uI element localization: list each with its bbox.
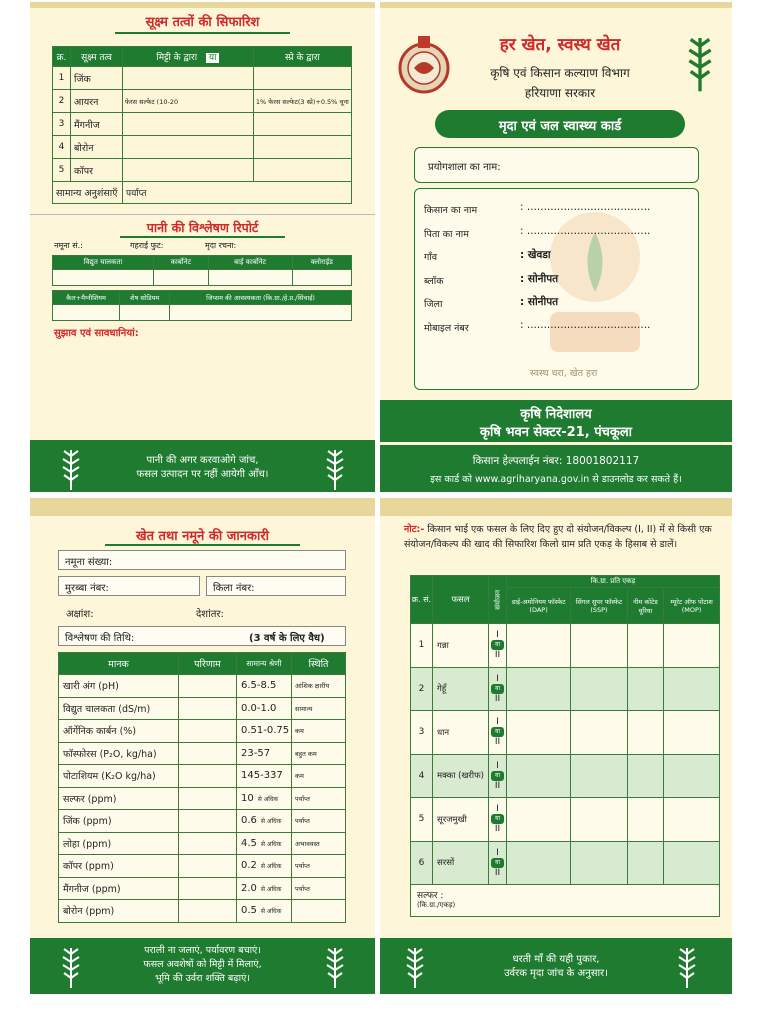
param-name: सल्फर (ppm) [59, 787, 179, 810]
water-cell [120, 305, 170, 321]
water-table-1 [52, 255, 352, 286]
water-col: बाई कार्बोनेट [208, 256, 292, 270]
water-cell [208, 270, 292, 286]
wheat-logo-icon [680, 32, 720, 92]
range-suffix: से अधिक [260, 840, 282, 848]
row-spray [253, 159, 351, 182]
table-row [59, 877, 346, 900]
soil-col: परिणाम [179, 653, 237, 675]
panel-card-cover [380, 2, 732, 492]
row-element: कॉपर [71, 159, 123, 182]
field-value: : ..................................... [520, 318, 651, 331]
param-result [179, 720, 237, 743]
range-value: 6.5-8.5 [241, 680, 277, 692]
dose-cell [571, 841, 627, 885]
crop-number: 3 [411, 711, 433, 755]
row-element: आयरन [71, 90, 123, 113]
row-soil: फेरस सल्फेट (10-20 [123, 90, 254, 113]
watermark-text: स्वस्थ धरा, खेत हरा [530, 368, 598, 379]
directorate-address: कृषि भवन सेक्टर-21, पंचकूला [480, 425, 632, 440]
crop-number: 2 [411, 667, 433, 711]
param-status: पर्याप्त [292, 855, 346, 878]
col-soil [123, 47, 254, 67]
param-status: पर्याप्त [292, 787, 346, 810]
param-result [179, 742, 237, 765]
field-label: मोबाइल नंबर [424, 322, 469, 334]
footer-line-2: फसल अवशेषों को मिट्टी में मिलाएं, [143, 959, 262, 970]
sample-field: नमूना संख्या: [58, 550, 346, 570]
param-status: सामान्य [292, 697, 346, 720]
fertilizer-table [410, 575, 720, 917]
combination-cell [489, 798, 507, 842]
col-sr: क्र. [53, 47, 71, 67]
field-value: : ..................................... [520, 224, 651, 237]
range-suffix: से अधिक [260, 818, 282, 826]
param-name: विद्युत चालकता (dS/m) [59, 697, 179, 720]
dose-cell [507, 841, 571, 885]
crop-number: 4 [411, 754, 433, 798]
dose-cell [664, 841, 720, 885]
range-value: 23-57 [241, 747, 271, 759]
date-label: विश्लेषण की तिथि: [65, 633, 135, 644]
panel1-footer-text [90, 454, 315, 482]
haryana-emblem [394, 30, 454, 102]
micronutrient-table [52, 46, 352, 204]
panel-micronutrients [30, 2, 375, 492]
sulphur-label: सल्फर : [417, 891, 444, 901]
range-suffix: से अधिक [260, 885, 282, 893]
footer-line-1: धरती माँ की यही पुकार, [512, 954, 600, 965]
option-1: I [496, 804, 499, 815]
validity: (3 वर्ष के लिए वैध) [249, 633, 325, 644]
table-row [59, 787, 346, 810]
water-col: जिप्सम की आवश्यकता (कि.ग्रा./हे.प्र./सिंचाई) [170, 291, 352, 305]
fertilizer-col: डाई-अमोनियम फॉस्फेट (DAP) [507, 588, 571, 624]
dose-cell [627, 667, 663, 711]
row-soil [123, 159, 254, 182]
param-range [237, 675, 292, 698]
dose-cell [664, 667, 720, 711]
dose-cell [627, 798, 663, 842]
combination-cell [489, 754, 507, 798]
dose-cell [507, 624, 571, 668]
soil-col: स्थिति [292, 653, 346, 675]
advice-label: सुझाव एवं सावधानियां: [54, 328, 139, 339]
wheat-icon [320, 446, 350, 490]
col-combination-label: संयोजन [494, 589, 502, 610]
download-info: इस कार्ड को www.agriharyana.gov.in से डाउनलोड कर सकते हैं। [430, 474, 682, 485]
param-name: ऑर्गेनिक कार्बन (%) [59, 720, 179, 743]
param-result [179, 877, 237, 900]
param-status: बहुत कम [292, 742, 346, 765]
param-range [237, 765, 292, 788]
param-result [179, 832, 237, 855]
col-soil-label: मिट्टी के द्वारा [156, 53, 198, 63]
crop-row [411, 754, 720, 798]
panel-fertilizer [380, 498, 732, 994]
dose-cell [664, 624, 720, 668]
water-cell [170, 305, 352, 321]
water-cell [153, 270, 208, 286]
crop-name: सूरजमुखी [433, 798, 489, 842]
dose-cell [571, 754, 627, 798]
row-soil [123, 67, 254, 90]
crop-row [411, 711, 720, 755]
note-label: नोट:- [404, 524, 425, 535]
field-value: : सोनीपत [520, 272, 559, 285]
panel3-top-strip [30, 498, 375, 516]
combination-cell [489, 711, 507, 755]
crop-number: 1 [411, 624, 433, 668]
col-spray: स्प्रे के द्वारा [253, 47, 351, 67]
param-status: आंशिक क्षारीय [292, 675, 346, 698]
panel4-top-strip [380, 498, 732, 516]
table-row [53, 159, 352, 182]
param-status: अभाववस्त [292, 832, 346, 855]
combination-cell [489, 624, 507, 668]
wheat-icon [56, 944, 86, 988]
param-range [237, 720, 292, 743]
footer-line-2: फसल उत्पादन पर नहीं आयेगी आँच। [136, 469, 269, 480]
dose-cell [627, 711, 663, 755]
crop-row [411, 667, 720, 711]
row-element: जिंक [71, 67, 123, 90]
row-soil [123, 136, 254, 159]
row-soil [123, 113, 254, 136]
combination-cell [489, 841, 507, 885]
wheat-icon [672, 944, 702, 988]
col-unit: कि.ग्रा. प्रति एकड़ [507, 576, 720, 588]
row-number: 4 [53, 136, 71, 159]
option-1: I [496, 630, 499, 641]
range-suffix: से अधिक [260, 863, 282, 871]
title-underline [115, 32, 290, 34]
soil-col: मानक [59, 653, 179, 675]
water-report-title: पानी की विश्लेषण रिपोर्ट [146, 220, 259, 235]
water-col: शेष सोडियम [120, 291, 170, 305]
range-value: 0.5 [241, 905, 257, 917]
dose-cell [507, 754, 571, 798]
option-2: II [494, 693, 501, 704]
micronutrient-title: सूक्ष्म तत्वों की सिफारिश [145, 15, 260, 30]
combination-cell [489, 667, 507, 711]
table-row [53, 113, 352, 136]
field-label: गाँव [424, 252, 438, 263]
param-name: कॉपर (ppm) [59, 855, 179, 878]
killa-field: किला नंबर: [206, 576, 346, 596]
param-range [237, 877, 292, 900]
soil-col: सामान्य श्रेणी [237, 653, 292, 675]
panel-field-info [30, 498, 375, 994]
or-badge: या [491, 727, 504, 737]
param-range [237, 697, 292, 720]
or-badge: या [491, 814, 504, 824]
or-badge: या [491, 858, 504, 868]
row-number: 5 [53, 159, 71, 182]
param-range [237, 855, 292, 878]
row-number: 2 [53, 90, 71, 113]
divider [30, 214, 375, 215]
table-row [59, 832, 346, 855]
water-col: विद्युत चालकता [53, 256, 154, 270]
row-spray [253, 67, 351, 90]
footer-line-3: भूमि की उर्वरा शक्ति बढ़ाएं। [154, 973, 250, 984]
range-value: 0.6 [241, 815, 257, 827]
field-value: : खेवडा [520, 249, 551, 261]
dose-cell [627, 624, 663, 668]
dose-cell [664, 711, 720, 755]
helpline: किसान हेल्पलाईन नंबर: 18001802117 [472, 455, 640, 467]
param-name: पोटाशियम (K₂O kg/ha) [59, 765, 179, 788]
field-value: : ..................................... [520, 201, 651, 213]
dose-cell [627, 841, 663, 885]
param-range [237, 810, 292, 833]
param-result [179, 900, 237, 923]
water-col: कैल+मैग्नीशियम [53, 291, 120, 305]
crop-name: गेहूँ [433, 667, 489, 711]
sulphur-unit: (कि.ग्रा./एकड़) [417, 901, 456, 909]
soil-test-table [58, 652, 346, 923]
general-label: सामान्य अनुशंसाएँ [53, 182, 123, 204]
range-value: 0.51-0.75 [241, 725, 290, 737]
table-row [53, 90, 352, 113]
param-status: पर्याप्त [292, 810, 346, 833]
crop-name: धान [433, 711, 489, 755]
range-value: 2.0 [241, 882, 257, 894]
row-spray: 1% फेरस सल्फेट(3 स्प्रे)+0.5% चूना [253, 90, 351, 113]
param-name: जिंक (ppm) [59, 810, 179, 833]
param-status: कम [292, 720, 346, 743]
note-text: किसान भाई एक फसल के लिए दिए हुए दो संयोजन/विकल्प (I, II) में से किसी एक संयोजन/विकल्प की खाद की सिफारिश किलो ग्राम प्रति एकड़ के हिसाब से डालें। [404, 524, 712, 550]
col-element: सूक्ष्म तत्व [71, 47, 123, 67]
sulphur-row [411, 885, 720, 917]
param-result [179, 697, 237, 720]
dose-cell [571, 798, 627, 842]
water-cell [292, 270, 351, 286]
option-2: II [494, 780, 501, 791]
crop-name: सरसों [433, 841, 489, 885]
directorate: कृषि निदेशालय [520, 407, 592, 422]
date-field [58, 626, 346, 646]
option-1: I [496, 847, 499, 858]
general-value: पर्याप्त [123, 182, 352, 204]
field-info-title: खेत तथा नमूने की जानकारी [135, 529, 270, 544]
param-name: लोहा (ppm) [59, 832, 179, 855]
water-cell [53, 270, 154, 286]
field-value: : सोनीपत [520, 296, 559, 308]
water-cell [53, 305, 120, 321]
option-2: II [494, 650, 501, 661]
or-badge: या [491, 684, 504, 694]
murabba-field: मुरब्बा नंबर: [58, 576, 200, 596]
dose-cell [627, 754, 663, 798]
water-col: कार्बोनेट [153, 256, 208, 270]
fertilizer-col: म्यूरेट ऑफ पोटाश (MOP) [664, 588, 720, 624]
crop-name: मक्का (खरीफ) [433, 754, 489, 798]
table-row [59, 697, 346, 720]
col-combination [489, 576, 507, 624]
crop-row [411, 798, 720, 842]
table-row [59, 720, 346, 743]
crop-row [411, 624, 720, 668]
dose-cell [507, 798, 571, 842]
footer-line-2: उर्वरक मृदा जांच के अनुसार। [504, 968, 608, 979]
option-1: I [496, 673, 499, 684]
water-table-2 [52, 290, 352, 321]
or-badge: या [206, 53, 220, 63]
sample-no: नमूना सं.: [54, 241, 83, 250]
param-range [237, 832, 292, 855]
option-1: I [496, 717, 499, 728]
param-name: खारी अंग (pH) [59, 675, 179, 698]
param-range [237, 900, 292, 923]
param-name: फॉस्फोरस (P₂O, kg/ha) [59, 742, 179, 765]
water-title-underline [120, 236, 285, 238]
dose-cell [571, 624, 627, 668]
card-title: मृदा एवं जल स्वास्थ्य कार्ड [498, 119, 622, 134]
field-label: ब्लॉक [424, 275, 444, 287]
dose-cell [507, 667, 571, 711]
slogan: हर खेत, स्वस्थ खेत [499, 35, 621, 55]
field-label: किसान का नाम [424, 205, 478, 216]
field-title-underline [105, 544, 300, 546]
wheat-icon [320, 944, 350, 988]
lab-label: प्रयोगशाला का नाम: [428, 162, 501, 173]
row-element: मैंगनीज [71, 113, 123, 136]
range-value: 4.5 [241, 837, 257, 849]
field-label: जिला [424, 299, 443, 310]
col-sr: क्र. सं. [411, 576, 433, 624]
option-1: I [496, 760, 499, 771]
param-name: मैंगनीज (ppm) [59, 877, 179, 900]
range-value: 10 [241, 792, 254, 804]
panel1-top-strip [30, 2, 375, 8]
water-col: क्लोराईड [292, 256, 351, 270]
range-value: 145-337 [241, 770, 283, 782]
range-value: 0.0-1.0 [241, 702, 277, 714]
longitude: देशांतर: [196, 609, 224, 620]
note [404, 522, 719, 552]
dose-cell [664, 754, 720, 798]
footer-line-1: पराली ना जलाएं, पर्यावरण बचाएं। [144, 945, 261, 956]
param-result [179, 787, 237, 810]
col-crop: फसल [433, 576, 489, 624]
option-2: II [494, 824, 501, 835]
param-range [237, 787, 292, 810]
dose-cell [571, 667, 627, 711]
or-badge: या [491, 640, 504, 650]
wheat-icon [400, 944, 430, 988]
panel2-top-strip [380, 2, 732, 8]
param-name: बोरोन (ppm) [59, 900, 179, 923]
crop-row [411, 841, 720, 885]
row-number: 3 [53, 113, 71, 136]
option-2: II [494, 737, 501, 748]
table-row [59, 742, 346, 765]
fertilizer-col: नीम कोटेड यूरिया [627, 588, 663, 624]
dose-cell [507, 711, 571, 755]
table-row [59, 810, 346, 833]
param-status [292, 900, 346, 923]
param-status: पर्याप्त [292, 877, 346, 900]
department: कृषि एवं किसान कल्याण विभाग [490, 66, 630, 80]
option-2: II [494, 867, 501, 878]
field-label: पिता का नाम [424, 228, 469, 240]
table-row [59, 900, 346, 923]
crop-number: 5 [411, 798, 433, 842]
table-row [59, 765, 346, 788]
government: हरियाणा सरकार [524, 86, 596, 100]
param-range [237, 742, 292, 765]
table-row [53, 136, 352, 159]
range-suffix: से अधिक [260, 908, 282, 916]
table-row [59, 675, 346, 698]
soil-type: मृदा रचना: [205, 241, 237, 250]
range-suffix: से अधिक [257, 795, 279, 803]
wheat-icon [56, 446, 86, 490]
param-result [179, 855, 237, 878]
table-row [53, 67, 352, 90]
crop-name: गन्ना [433, 624, 489, 668]
panel3-footer-text [90, 944, 315, 986]
param-status: कम [292, 765, 346, 788]
row-spray [253, 136, 351, 159]
row-number: 1 [53, 67, 71, 90]
dose-cell [571, 711, 627, 755]
latitude: अक्षांश: [66, 609, 94, 620]
or-badge: या [491, 771, 504, 781]
panel4-footer-text [440, 953, 672, 981]
footer-line-1: पानी की अगर करवाओगे जांच, [146, 455, 259, 466]
param-result [179, 810, 237, 833]
crop-number: 6 [411, 841, 433, 885]
range-value: 0.2 [241, 860, 257, 872]
table-row [59, 855, 346, 878]
row-element: बोरोन [71, 136, 123, 159]
depth: गहराई फुट: [130, 241, 164, 250]
param-result [179, 765, 237, 788]
dose-cell [664, 798, 720, 842]
row-spray [253, 113, 351, 136]
fertilizer-col: सिंगल सुपर फॉस्फेट (SSP) [571, 588, 627, 624]
param-result [179, 675, 237, 698]
